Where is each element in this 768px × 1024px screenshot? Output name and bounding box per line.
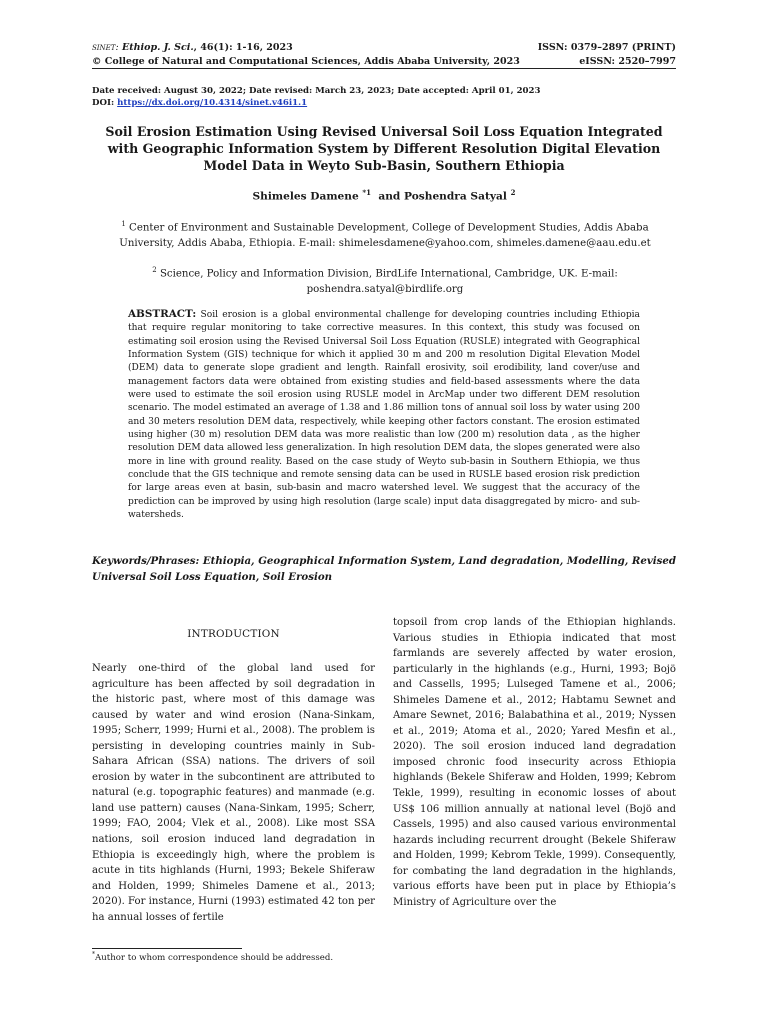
article-title: Soil Erosion Estimation Using Revised Universal Soil Loss Equation Integrated with Geographic Information System by Different Resolution Digital Elevation Model Data in Weyto Sub-Basin, Southern Ethiopia [105,124,663,173]
keywords-label: Keywords/Phrases: [92,555,200,567]
author-2: Poshendra Satyal [404,190,507,203]
footnote-mark: * [92,951,95,958]
doi-label: DOI: [92,98,115,108]
eissn: eISSN: 2520–7997 [579,56,676,67]
author-joiner: and [378,190,401,203]
footnote [92,951,333,963]
affiliation-1-mark: 1 [121,220,126,228]
doi-link[interactable]: https://dx.doi.org/10.4314/sinet.v46i1.1 [117,98,308,108]
abstract-label: ABSTRACT: [128,308,197,320]
author-2-mark: 2 [510,188,516,197]
affiliation-2-mark: 2 [152,266,157,274]
header-rule [92,68,676,69]
footnote-text: Author to whom correspondence should be addressed. [95,952,334,963]
body-right-column: topsoil from crop lands of the Ethiopian highlands. Various studies in Ethiopia indicated that most farmlands are severely affected by water erosion, particularly in the highlands (e.g., Hurni, 1993; Bojö and Cassells, 1995; Lulseged Tamene et al., 2006; Shimeles Damene et al., 2012; Habtamu Sewnet and Amare Sewnet, 2016; Balabathina et al., 2019; Nyssen et al., 2019; Atoma et al., 2020; Yared Mesfin et al., 2020). The soil erosion induced land degradation imposed chronic food insecurity across Ethiopia highlands (Bekele Shiferaw and Holden, 1999; Kebrom Tekle, 1999), resulting in economic losses of about US$ 106 million annually at national level (Bojö and Cassels, 1995) and also caused various environmental hazards including recurrent drought (Bekele Shiferaw and Holden, 1999; Kebrom Tekle, 1999). Consequently, for combating the land degradation in the highlands, various efforts have been put in place by Ethiopia’s Ministry of Agriculture over the [393,617,676,908]
abstract-text: Soil erosion is a global environmental challenge for developing countries including Ethiopia that require regular monitoring to take corrective measures. In this context, this study was focused on estimating soil erosion using the Revised Universal Soil Loss Equation (RUSLE) integrated with Geographical Information System (GIS) technique for which it applied 30 m and 200 m resolution Digital Elevation Model (DEM) data to generate slope gradient and length. Rainfall erosivity, soil erodibility, land cover/use and management factors data were obtained from existing studies and field-based assessments where the data were used to estimate the soil erosion using RUSLE model in ArcMap under two different DEM resolution scenario. The model estimated an average of 1.38 and 1.86 million tons of annual soil loss by water using 200 and 30 meters resolution DEM data, respectively, while keeping other factors constant. The erosion estimated using higher (30 m) resolution DEM data was more realistic than low (200 m) resolution data , as the higher resolution DEM data allowed less generalization. In high resolution DEM data, the slopes generated were also more in line with ground reality. Based on the case study of Weyto sub-basin in Southern Ethiopia, we thus conclude that the GIS technique and remote sensing data can be used in RUSLE based erosion risk prediction for large areas even at basin, sub-basin and macro watershed level. We suggest that the accuracy of the prediction can be improved by using high resolution (large scale) input data disaggregated by micro- and sub-watersheds. [128,310,640,521]
copyright-line: © College of Natural and Computational Sciences, Addis Ababa University, 2023 [92,56,520,67]
footnote-rule [92,948,242,949]
introduction-heading: INTRODUCTION [187,628,280,640]
journal-name: Ethiop. J. Sci. [121,42,194,53]
issn-print: ISSN: 0379–2897 (PRINT) [537,42,676,53]
body-left-column: Nearly one-third of the global land used for agriculture has been affected by soil degradation in the historic past, where most of this damage was caused by water and wind erosion (Nana-Sinkam, 1995; Scherr, 1999; Hurni et al., 2008). The problem is persisting in developing countries mainly in Sub-Sahara African (SSA) nations. The drivers of soil erosion by water in the subcontinent are attributed to natural (e.g. topographic features) and manmade (e.g. land use pattern) causes (Nana-Sinkam, 1995; Scherr, 1999; FAO, 2004; Vlek et al., 2008). Like most SSA nations, soil erosion induced land degradation in Ethiopia is exceedingly high, where the problem is acute in tits highlands (Hurni, 1993; Bekele Shiferaw and Holden, 1999; Shimeles Damene et al., 2013; 2020). For instance, Hurni (1993) estimated 42 ton per ha annual losses of fertile [92,663,375,923]
affiliation-2 [110,263,660,297]
dates-line: Date received: August 30, 2022; Date revised: March 23, 2023; Date accepted: April 01, 2023 [92,86,541,96]
doi-line [92,98,307,108]
keywords [92,554,676,585]
keywords-text: Ethiopia, Geographical Information System, Land degradation, Modelling, Revised Universal Soil Loss Equation, Soil Erosion [92,555,676,583]
volume-issue: , 46(1): 1-16, 2023 [193,42,293,53]
author-1: Shimeles Damene [252,190,359,203]
abstract [128,308,640,523]
author-1-mark: *1 [362,188,371,197]
author-list [92,188,676,203]
journal-prefix: sinet: [92,42,119,53]
affiliation-1-text: Center of Environment and Sustainable Development, College of Development Studies, Addis Ababa University, Addis Ababa, Ethiopia. E-mail: shimelesdamene@yahoo.com, shimeles.damene@aau.edu.et [119,222,651,249]
running-header-journal [92,42,293,53]
affiliation-2-text: Science, Policy and Information Division, BirdLife International, Cambridge, UK. E-mail: poshendra.satyal@birdlife.org [159,268,618,295]
affiliation-1 [110,217,660,251]
